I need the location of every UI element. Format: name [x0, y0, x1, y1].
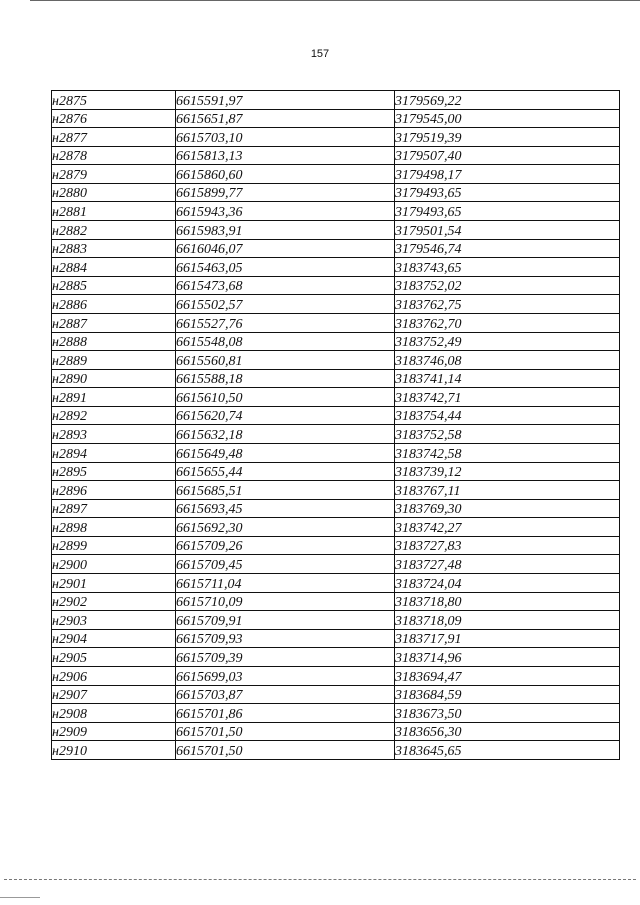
x-coordinate-cell: 6615591,97: [176, 91, 395, 110]
x-coordinate-cell: 6615703,87: [176, 685, 395, 704]
point-id-cell: н2889: [52, 351, 176, 370]
point-id-cell: н2905: [52, 648, 176, 667]
x-coordinate-cell: 6615709,45: [176, 555, 395, 574]
y-coordinate-cell: 3179519,39: [395, 128, 620, 147]
x-coordinate-cell: 6615943,36: [176, 202, 395, 221]
table-row: [52, 648, 620, 667]
point-id-cell: н2901: [52, 574, 176, 593]
point-id-cell: н2887: [52, 313, 176, 332]
table-row: [52, 165, 620, 184]
table-row: [52, 481, 620, 500]
y-coordinate-cell: 3183746,08: [395, 351, 620, 370]
point-id-cell: н2909: [52, 722, 176, 741]
y-coordinate-cell: 3183754,44: [395, 406, 620, 425]
point-id-cell: н2877: [52, 128, 176, 147]
table-row: [52, 666, 620, 685]
table-row: [52, 369, 620, 388]
table-row: [52, 555, 620, 574]
table-row: [52, 443, 620, 462]
point-id-cell: н2885: [52, 276, 176, 295]
x-coordinate-cell: 6615632,18: [176, 425, 395, 444]
x-coordinate-cell: 6615685,51: [176, 481, 395, 500]
y-coordinate-cell: 3183717,91: [395, 629, 620, 648]
point-id-cell: н2908: [52, 704, 176, 723]
y-coordinate-cell: 3183656,30: [395, 722, 620, 741]
point-id-cell: н2883: [52, 239, 176, 258]
x-coordinate-cell: 6615473,68: [176, 276, 395, 295]
table-row: [52, 722, 620, 741]
table-row: [52, 536, 620, 555]
x-coordinate-cell: 6615813,13: [176, 146, 395, 165]
y-coordinate-cell: 3183739,12: [395, 462, 620, 481]
table-row: [52, 425, 620, 444]
x-coordinate-cell: 6615983,91: [176, 221, 395, 240]
y-coordinate-cell: 3183714,96: [395, 648, 620, 667]
point-id-cell: н2903: [52, 611, 176, 630]
table-row: [52, 462, 620, 481]
x-coordinate-cell: 6615709,93: [176, 629, 395, 648]
point-id-cell: н2895: [52, 462, 176, 481]
x-coordinate-cell: 6615527,76: [176, 313, 395, 332]
table-row: [52, 592, 620, 611]
y-coordinate-cell: 3183718,09: [395, 611, 620, 630]
scan-top-edge-line: [30, 0, 640, 1]
y-coordinate-cell: 3183694,47: [395, 666, 620, 685]
y-coordinate-cell: 3183752,02: [395, 276, 620, 295]
coordinates-table: [51, 90, 620, 760]
x-coordinate-cell: 6615610,50: [176, 388, 395, 407]
y-coordinate-cell: 3179493,65: [395, 183, 620, 202]
table-row: [52, 109, 620, 128]
point-id-cell: н2897: [52, 499, 176, 518]
y-coordinate-cell: 3179569,22: [395, 91, 620, 110]
point-id-cell: н2906: [52, 666, 176, 685]
point-id-cell: н2898: [52, 518, 176, 537]
y-coordinate-cell: 3179546,74: [395, 239, 620, 258]
y-coordinate-cell: 3183724,04: [395, 574, 620, 593]
y-coordinate-cell: 3183741,14: [395, 369, 620, 388]
table-row: [52, 388, 620, 407]
table-row: [52, 685, 620, 704]
point-id-cell: н2884: [52, 258, 176, 277]
y-coordinate-cell: 3183645,65: [395, 741, 620, 760]
point-id-cell: н2892: [52, 406, 176, 425]
y-coordinate-cell: 3183684,59: [395, 685, 620, 704]
point-id-cell: н2910: [52, 741, 176, 760]
x-coordinate-cell: 6615649,48: [176, 443, 395, 462]
y-coordinate-cell: 3183752,49: [395, 332, 620, 351]
x-coordinate-cell: 6615548,08: [176, 332, 395, 351]
table-row: [52, 499, 620, 518]
table-row: [52, 202, 620, 221]
y-coordinate-cell: 3183743,65: [395, 258, 620, 277]
coordinates-table-body: [52, 91, 620, 760]
table-row: [52, 332, 620, 351]
table-row: [52, 518, 620, 537]
y-coordinate-cell: 3183742,27: [395, 518, 620, 537]
point-id-cell: н2879: [52, 165, 176, 184]
x-coordinate-cell: 6615709,26: [176, 536, 395, 555]
scan-corner-mark: [0, 897, 40, 898]
point-id-cell: н2875: [52, 91, 176, 110]
table-row: [52, 313, 620, 332]
table-row: [52, 276, 620, 295]
y-coordinate-cell: 3179507,40: [395, 146, 620, 165]
table-row: [52, 128, 620, 147]
x-coordinate-cell: 6615651,87: [176, 109, 395, 128]
x-coordinate-cell: 6615703,10: [176, 128, 395, 147]
point-id-cell: н2880: [52, 183, 176, 202]
table-row: [52, 146, 620, 165]
y-coordinate-cell: 3183673,50: [395, 704, 620, 723]
point-id-cell: н2907: [52, 685, 176, 704]
x-coordinate-cell: 6615693,45: [176, 499, 395, 518]
y-coordinate-cell: 3183752,58: [395, 425, 620, 444]
point-id-cell: н2886: [52, 295, 176, 314]
x-coordinate-cell: 6615701,86: [176, 704, 395, 723]
x-coordinate-cell: 6615620,74: [176, 406, 395, 425]
y-coordinate-cell: 3183762,75: [395, 295, 620, 314]
y-coordinate-cell: 3183727,83: [395, 536, 620, 555]
table-row: [52, 91, 620, 110]
x-coordinate-cell: 6616046,07: [176, 239, 395, 258]
x-coordinate-cell: 6615701,50: [176, 722, 395, 741]
table-row: [52, 574, 620, 593]
table-row: [52, 611, 620, 630]
point-id-cell: н2878: [52, 146, 176, 165]
table-row: [52, 183, 620, 202]
y-coordinate-cell: 3183727,48: [395, 555, 620, 574]
x-coordinate-cell: 6615709,39: [176, 648, 395, 667]
x-coordinate-cell: 6615655,44: [176, 462, 395, 481]
point-id-cell: н2894: [52, 443, 176, 462]
point-id-cell: н2899: [52, 536, 176, 555]
table-row: [52, 704, 620, 723]
table-row: [52, 258, 620, 277]
x-coordinate-cell: 6615463,05: [176, 258, 395, 277]
y-coordinate-cell: 3179493,65: [395, 202, 620, 221]
page-number: 157: [310, 48, 330, 60]
table-row: [52, 741, 620, 760]
x-coordinate-cell: 6615699,03: [176, 666, 395, 685]
x-coordinate-cell: 6615588,18: [176, 369, 395, 388]
x-coordinate-cell: 6615692,30: [176, 518, 395, 537]
table-row: [52, 239, 620, 258]
point-id-cell: н2891: [52, 388, 176, 407]
table-row: [52, 351, 620, 370]
x-coordinate-cell: 6615899,77: [176, 183, 395, 202]
x-coordinate-cell: 6615710,09: [176, 592, 395, 611]
point-id-cell: н2876: [52, 109, 176, 128]
point-id-cell: н2902: [52, 592, 176, 611]
y-coordinate-cell: 3183718,80: [395, 592, 620, 611]
y-coordinate-cell: 3183767,11: [395, 481, 620, 500]
table-row: [52, 221, 620, 240]
x-coordinate-cell: 6615701,50: [176, 741, 395, 760]
point-id-cell: н2888: [52, 332, 176, 351]
point-id-cell: н2893: [52, 425, 176, 444]
y-coordinate-cell: 3179545,00: [395, 109, 620, 128]
x-coordinate-cell: 6615711,04: [176, 574, 395, 593]
y-coordinate-cell: 3179501,54: [395, 221, 620, 240]
x-coordinate-cell: 6615709,91: [176, 611, 395, 630]
table-row: [52, 406, 620, 425]
point-id-cell: н2900: [52, 555, 176, 574]
y-coordinate-cell: 3183762,70: [395, 313, 620, 332]
y-coordinate-cell: 3179498,17: [395, 165, 620, 184]
y-coordinate-cell: 3183742,71: [395, 388, 620, 407]
point-id-cell: н2904: [52, 629, 176, 648]
scan-bottom-dashed-line: [4, 879, 636, 880]
y-coordinate-cell: 3183769,30: [395, 499, 620, 518]
point-id-cell: н2882: [52, 221, 176, 240]
point-id-cell: н2896: [52, 481, 176, 500]
table-row: [52, 629, 620, 648]
x-coordinate-cell: 6615502,57: [176, 295, 395, 314]
point-id-cell: н2881: [52, 202, 176, 221]
x-coordinate-cell: 6615560,81: [176, 351, 395, 370]
y-coordinate-cell: 3183742,58: [395, 443, 620, 462]
x-coordinate-cell: 6615860,60: [176, 165, 395, 184]
point-id-cell: н2890: [52, 369, 176, 388]
table-row: [52, 295, 620, 314]
